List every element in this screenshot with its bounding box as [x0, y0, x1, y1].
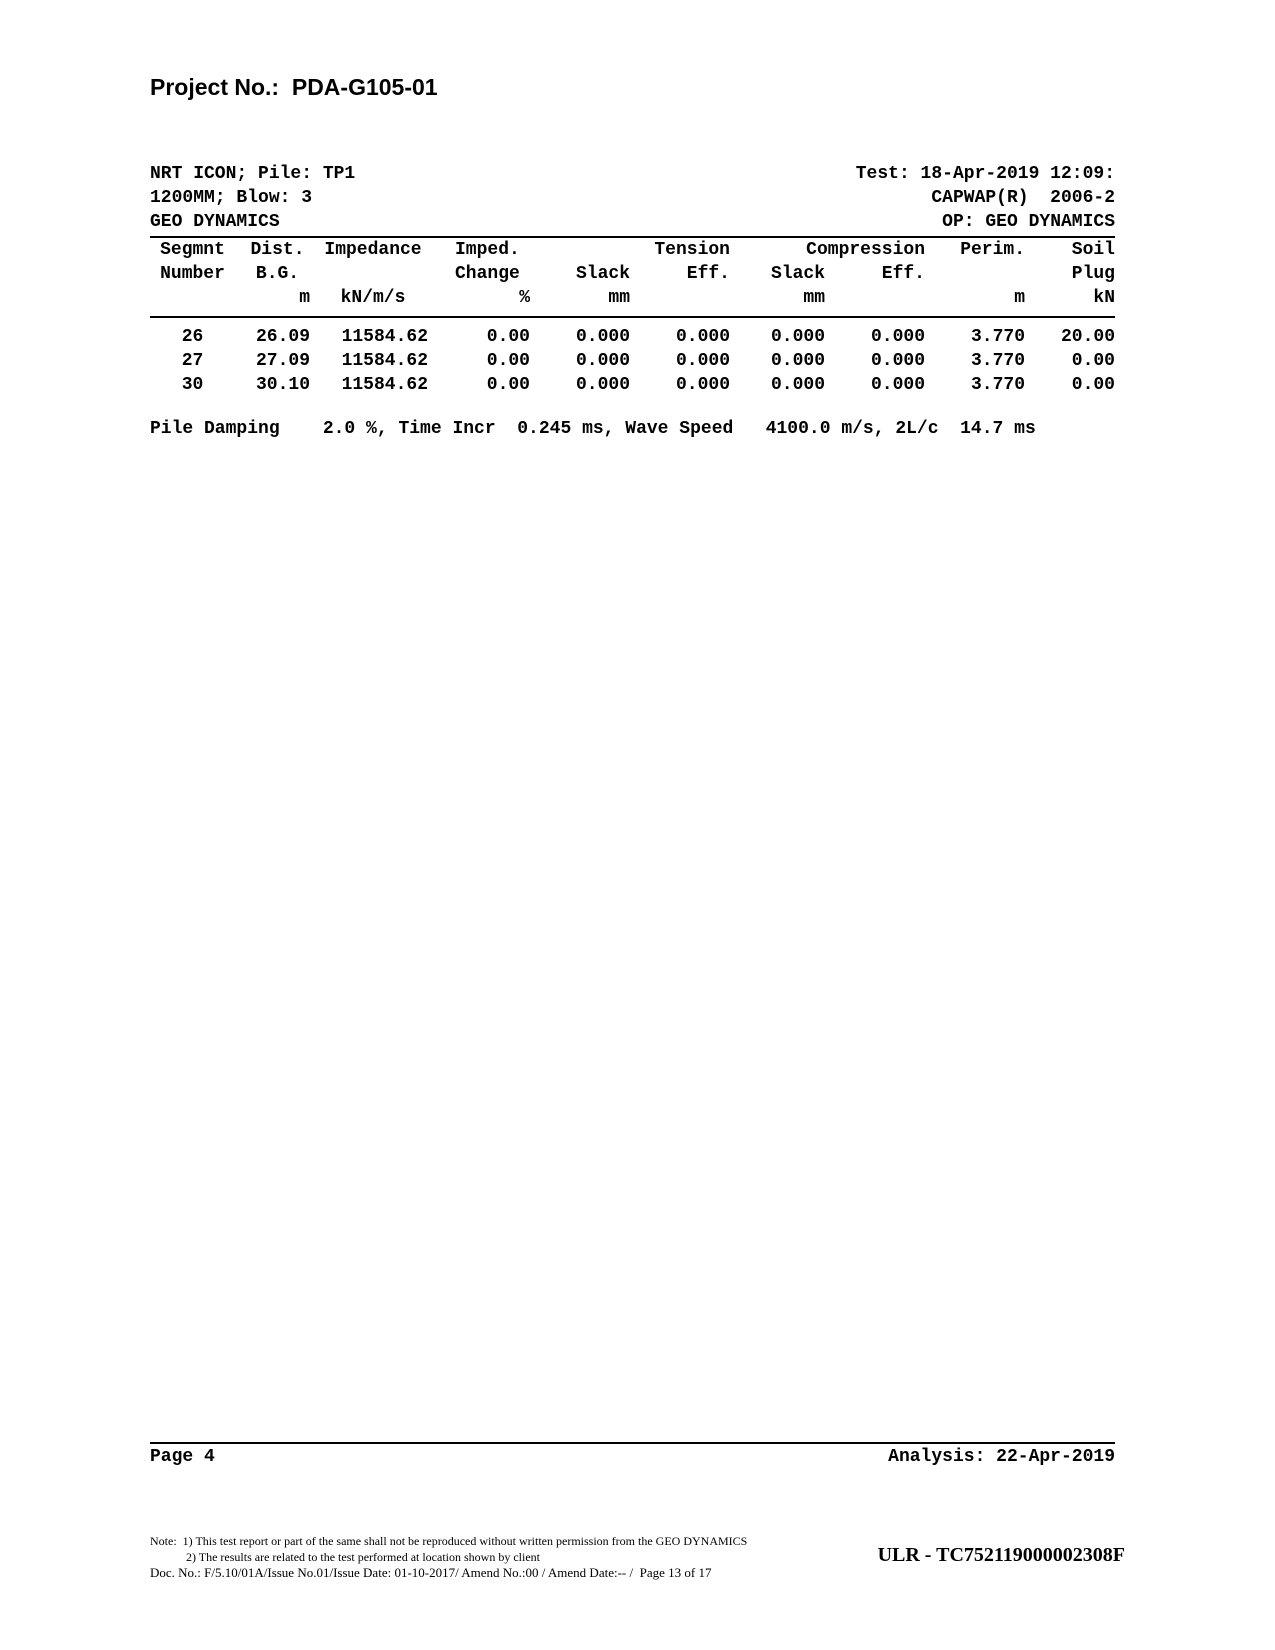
table-cell: 11584.62	[341, 351, 428, 371]
analysis-date: Analysis: 22-Apr-2019	[888, 1447, 1115, 1467]
table-cell: 11584.62	[341, 327, 428, 347]
project-label: Project No.:	[150, 74, 280, 100]
column-header: kN/m/s	[340, 288, 406, 308]
doc-number: Doc. No.: F/5.10/01A/Issue No.01/Issue Date: 01-10-2017/ Amend No.:00 / Amend Date:-- / Page 13 of 17	[150, 1565, 712, 1580]
table-header-divider	[150, 316, 1115, 318]
table-cell: 0.00	[1071, 375, 1115, 395]
table-cell: 26.09	[255, 327, 310, 347]
table-cell: 11584.62	[341, 375, 428, 395]
table-cell: 26	[181, 327, 204, 347]
pile-damping-summary: Pile Damping 2.0 %, Time Incr 0.245 ms, Wave Speed 4100.0 m/s, 2L/c 14.7 ms	[150, 419, 1036, 439]
table-cell: 30	[181, 375, 204, 395]
column-header: Plug	[1071, 264, 1115, 284]
table-cell: 0.000	[675, 327, 730, 347]
header-company: GEO DYNAMICS	[150, 212, 280, 232]
table-cell: 0.000	[575, 375, 630, 395]
column-header: Impedance	[324, 240, 422, 260]
note-1: Note: 1) This test report or part of the same shall not be reproduced without written permission from the GEO DYNAMICS	[150, 1534, 748, 1548]
header-pile-info: NRT ICON; Pile: TP1	[150, 164, 356, 184]
column-header: Slack	[575, 264, 630, 284]
column-header: B.G.	[255, 264, 300, 284]
table-cell: 0.000	[870, 351, 925, 371]
table-cell: 30.10	[255, 375, 310, 395]
project-number: PDA-G105-01	[291, 74, 438, 100]
table-cell: 0.000	[675, 351, 730, 371]
table-cell: 3.770	[970, 375, 1025, 395]
column-header: Dist.	[250, 240, 305, 260]
column-header: Number	[160, 264, 225, 284]
column-header: Soil	[1071, 240, 1115, 260]
column-header: Eff.	[881, 264, 925, 284]
header-operator: OP: GEO DYNAMICS	[942, 212, 1115, 232]
ulr-number: ULR - TC752119000002308F	[877, 1544, 1125, 1566]
column-header: m	[1014, 288, 1025, 308]
column-header: m	[299, 288, 310, 308]
table-cell: 27.09	[255, 351, 310, 371]
table-cell: 0.00	[486, 327, 530, 347]
column-header: Change	[455, 264, 520, 284]
header-test-date: Test: 18-Apr-2019 12:09:	[855, 164, 1115, 184]
table-cell: 3.770	[970, 327, 1025, 347]
table-cell: 0.000	[675, 375, 730, 395]
header-divider	[150, 236, 1115, 238]
table-cell: 0.00	[486, 351, 530, 371]
column-header: mm	[608, 288, 630, 308]
page-number: Page 4	[150, 1447, 215, 1467]
table-cell: 3.770	[970, 351, 1025, 371]
column-header: Compression	[806, 240, 925, 260]
project-title	[150, 74, 438, 101]
header-blow-info: 1200MM; Blow: 3	[150, 188, 313, 208]
table-cell: 0.00	[1071, 351, 1115, 371]
column-header: Eff.	[686, 264, 730, 284]
table-cell: 0.000	[575, 327, 630, 347]
column-header: %	[519, 288, 530, 308]
table-cell: 0.000	[770, 351, 825, 371]
column-header: Slack	[770, 264, 825, 284]
column-header: Perim.	[960, 240, 1025, 260]
table-cell: 0.000	[870, 375, 925, 395]
table-cell: 0.000	[575, 351, 630, 371]
footer-divider	[150, 1442, 1115, 1444]
column-header: mm	[803, 288, 825, 308]
table-cell: 0.000	[770, 375, 825, 395]
table-cell: 20.00	[1060, 327, 1115, 347]
table-cell: 27	[181, 351, 204, 371]
column-header: Imped.	[455, 240, 520, 260]
header-software-version: CAPWAP(R) 2006-2	[931, 188, 1115, 208]
note-2: 2) The results are related to the test performed at location shown by client	[186, 1550, 540, 1564]
table-cell: 0.000	[770, 327, 825, 347]
table-cell: 0.00	[486, 375, 530, 395]
column-header: kN	[1093, 288, 1115, 308]
column-header: Tension	[654, 240, 730, 260]
column-header: Segmnt	[160, 240, 225, 260]
table-cell: 0.000	[870, 327, 925, 347]
